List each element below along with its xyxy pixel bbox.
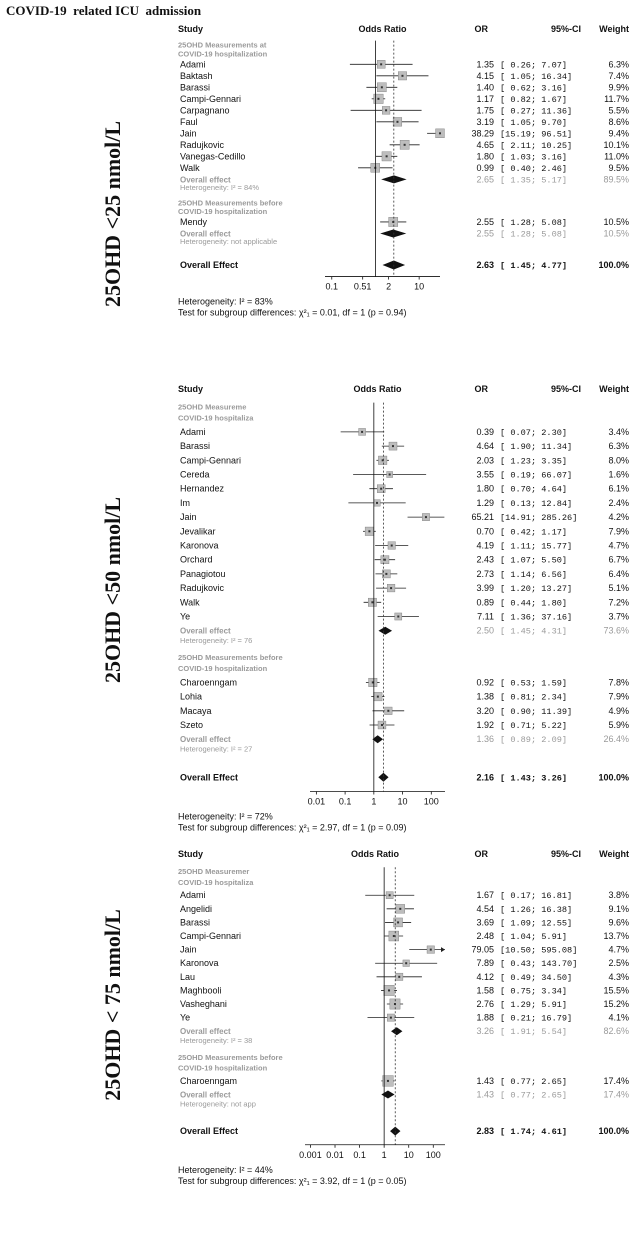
ci-value: [ 1.09; 12.55] — [500, 918, 573, 929]
or-value: 4.12 — [476, 971, 494, 982]
or-value: 3.55 — [476, 469, 494, 480]
overall-ci: [ 1.28; 5.08] — [500, 229, 568, 240]
study-name: Cereda — [180, 469, 210, 480]
study-name: Adami — [180, 890, 206, 901]
total-effect-label: Overall Effect — [180, 260, 239, 271]
header-study: Study — [178, 849, 204, 859]
subgroup-title: COVID-19 hospitaliza — [178, 413, 254, 423]
or-value: 65.21 — [471, 512, 494, 523]
x-tick-label: 0.01 — [326, 1149, 344, 1160]
ci-value: [ 1.04; 5.91] — [500, 932, 568, 943]
x-tick-label: 10 — [397, 796, 408, 807]
effect-point — [397, 921, 399, 923]
weight-value: 7.8% — [608, 677, 629, 688]
effect-point — [376, 502, 378, 504]
header-odds-ratio: Odds Ratio — [350, 849, 400, 859]
subgroup-title: 25OHD Measurements at — [178, 40, 267, 50]
ci-value: [ 0.21; 16.79] — [500, 1013, 573, 1024]
subgroup-title: COVID-19 hospitalization — [178, 49, 268, 59]
effect-point — [388, 989, 390, 991]
header-ci: 95%-CI — [550, 24, 582, 34]
ci-value: [ 0.40; 2.46] — [500, 163, 568, 174]
study-name: Mendy — [180, 216, 208, 227]
weight-value: 6.3% — [608, 59, 629, 70]
study-name: Lau — [180, 971, 196, 982]
threshold-label: 25OHD <50 nmol/L — [100, 496, 125, 684]
or-value: 1.58 — [476, 985, 494, 996]
study-name: Charoenngam — [180, 677, 238, 688]
weight-value: 9.4% — [608, 128, 629, 139]
x-tick-label: 1 — [381, 1149, 387, 1160]
x-tick-label: 0.1 — [338, 796, 352, 807]
study-name: Faul — [180, 116, 198, 127]
study-name: Campi-Gennari — [180, 455, 242, 466]
or-value: 7.11 — [477, 611, 494, 622]
study-name: Im — [180, 497, 190, 508]
overall-diamond — [391, 1027, 402, 1035]
or-value: 0.89 — [476, 597, 494, 608]
or-value: 1.29 — [476, 497, 494, 508]
total-or: 2.16 — [476, 772, 494, 783]
header-weight: Weight — [599, 24, 629, 34]
weight-value: 8.6% — [608, 116, 629, 127]
effect-point — [396, 121, 398, 123]
ci-value: [ 0.17; 16.81] — [500, 891, 573, 902]
weight-value: 9.9% — [608, 82, 629, 93]
ci-value: [14.91; 285.26] — [500, 513, 578, 524]
overall-weight: 89.5% — [603, 174, 629, 185]
study-name: Jain — [180, 512, 197, 523]
or-value: 2.73 — [476, 568, 494, 579]
ci-value: [ 0.70; 4.64] — [500, 484, 568, 495]
overall-ci: [ 1.91; 5.54] — [500, 1027, 568, 1038]
study-name: Carpagnano — [180, 105, 230, 116]
subgroup-title: COVID-19 hospitalization — [178, 1063, 268, 1073]
weight-value: 7.2% — [608, 597, 629, 608]
ci-value: [ 0.19; 66.07] — [500, 470, 573, 481]
effect-point — [380, 488, 382, 490]
or-value: 1.92 — [476, 720, 494, 731]
subgroup-heterogeneity: Heterogeneity: I² = 84% — [180, 183, 260, 193]
effect-point — [425, 516, 427, 518]
overall-weight: 26.4% — [603, 734, 629, 745]
or-value: 1.40 — [476, 82, 494, 93]
ci-value: [ 1.14; 6.56] — [500, 569, 568, 580]
study-name: Ye — [180, 1012, 191, 1023]
heterogeneity-total: Heterogeneity: I² = 83% — [178, 296, 273, 307]
effect-point — [377, 98, 379, 100]
total-effect-label: Overall Effect — [180, 1126, 239, 1137]
weight-value: 7.9% — [608, 526, 629, 537]
weight-value: 4.7% — [608, 540, 629, 551]
subgroup-heterogeneity: Heterogeneity: I² = 27 — [180, 744, 253, 754]
or-value: 2.48 — [476, 931, 494, 942]
ci-value: [ 0.44; 1.80] — [500, 598, 568, 609]
overall-ci: [ 1.35; 5.17] — [500, 175, 568, 186]
or-value: 2.76 — [476, 999, 494, 1010]
subgroup-title: COVID-19 hospitalization — [178, 207, 268, 217]
effect-point — [398, 976, 400, 978]
effect-point — [381, 86, 383, 88]
overall-effect-label: Overall effect — [180, 229, 231, 239]
or-value: 1.35 — [476, 59, 494, 70]
heterogeneity-total: Heterogeneity: I² = 44% — [178, 1164, 273, 1175]
ci-value: [ 0.90; 11.39] — [500, 706, 573, 717]
or-value: 4.64 — [476, 441, 494, 452]
study-name: Radujkovic — [180, 139, 225, 150]
weight-value: 6.1% — [608, 483, 629, 494]
effect-point — [386, 155, 388, 157]
overall-weight: 17.4% — [603, 1089, 629, 1100]
weight-value: 4.7% — [608, 944, 629, 955]
subgroup-test: Test for subgroup differences: χ²₁ = 3.92, df = 1 (p = 0.05) — [178, 1175, 407, 1186]
overall-diamond — [378, 627, 392, 635]
effect-point — [405, 962, 407, 964]
overall-weight: 82.6% — [603, 1026, 629, 1037]
header-study: Study — [178, 24, 204, 34]
or-value: 1.88 — [476, 1012, 494, 1023]
study-name: Hernandez — [180, 483, 225, 494]
study-name: Walk — [180, 162, 200, 173]
weight-value: 7.4% — [608, 70, 629, 81]
x-tick-label: 2 — [386, 281, 392, 292]
study-name: Baktash — [180, 70, 213, 81]
study-name: Barassi — [180, 917, 211, 928]
study-name: Radujkovic — [180, 583, 225, 594]
effect-point — [381, 724, 383, 726]
overall-effect-label: Overall effect — [180, 1090, 231, 1100]
ci-value: [ 1.05; 9.70] — [500, 117, 568, 128]
subgroup-title: 25OHD Measuremer — [178, 867, 250, 877]
ci-value: [ 1.11; 15.77] — [500, 541, 573, 552]
study-name: Orchard — [180, 554, 213, 565]
header-study: Study — [178, 384, 204, 394]
ci-value: [ 0.62; 3.16] — [500, 83, 568, 94]
subgroup-title: 25OHD Measureme — [178, 402, 247, 412]
x-tick-label: 0.1 — [325, 281, 339, 292]
effect-point — [389, 474, 391, 476]
ci-value: [ 0.42; 1.17] — [500, 527, 568, 538]
header-ci: 95%-CI — [550, 849, 582, 859]
study-name: Jain — [180, 944, 197, 955]
weight-value: 5.9% — [608, 720, 629, 731]
x-tick-label: 1 — [371, 796, 377, 807]
ci-value: [ 1.90; 11.34] — [500, 442, 573, 453]
effect-point — [391, 545, 393, 547]
header-or: OR — [474, 24, 488, 34]
or-value: 0.39 — [476, 426, 494, 437]
weight-value: 5.1% — [608, 583, 629, 594]
effect-point — [377, 696, 379, 698]
or-value: 1.43 — [476, 1075, 494, 1086]
effect-point — [393, 935, 395, 937]
subgroup-title: 25OHD Measurements before — [178, 653, 283, 663]
effect-point — [401, 75, 403, 77]
weight-value: 9.5% — [608, 162, 629, 173]
or-value: 1.75 — [476, 105, 494, 116]
study-name: Barassi — [180, 441, 211, 452]
ci-arrow — [441, 947, 445, 952]
effect-point — [384, 559, 386, 561]
or-value: 2.03 — [476, 455, 494, 466]
weight-value: 2.5% — [608, 958, 629, 969]
heterogeneity-total: Heterogeneity: I² = 72% — [178, 811, 273, 822]
header-odds-ratio: Odds Ratio — [358, 24, 407, 34]
weight-value: 3.4% — [608, 426, 629, 437]
study-name: Lohia — [180, 691, 203, 702]
overall-ci: [ 0.89; 2.09] — [500, 735, 568, 746]
ci-value: [ 1.03; 3.16] — [500, 152, 568, 163]
weight-value: 2.4% — [608, 497, 629, 508]
ci-value: [ 0.07; 2.30] — [500, 427, 568, 438]
overall-ci: [ 1.45; 4.31] — [500, 626, 568, 637]
or-value: 1.38 — [476, 691, 494, 702]
ci-value: [ 0.43; 143.70] — [500, 959, 578, 970]
ci-value: [ 0.71; 5.22] — [500, 721, 568, 732]
overall-effect-label: Overall effect — [180, 175, 231, 185]
study-name: Walk — [180, 597, 200, 608]
study-name: Angelidi — [180, 903, 213, 914]
study-name: Maghbooli — [180, 985, 222, 996]
x-tick-label: 0.51 — [353, 281, 372, 292]
total-weight: 100.0% — [598, 260, 629, 271]
ci-value: [ 0.27; 11.36] — [500, 106, 573, 117]
or-value: 4.15 — [476, 70, 494, 81]
total-weight: 100.0% — [598, 1126, 629, 1137]
effect-point — [385, 573, 387, 575]
total-effect-label: Overall Effect — [180, 772, 239, 783]
weight-value: 8.0% — [608, 455, 629, 466]
weight-value: 3.7% — [608, 611, 629, 622]
subgroup-title: 25OHD Measurements before — [178, 198, 283, 208]
overall-or: 1.36 — [476, 734, 494, 745]
total-ci: [ 1.43; 3.26] — [500, 773, 568, 784]
overall-or: 2.55 — [476, 228, 494, 239]
subgroup-test: Test for subgroup differences: χ²₁ = 2.97, df = 1 (p = 0.09) — [178, 822, 407, 833]
threshold-label: 25OHD < 75 nmol/L — [100, 909, 125, 1101]
subgroup-heterogeneity: Heterogeneity: I² = 76 — [180, 635, 253, 645]
weight-value: 15.2% — [603, 999, 629, 1010]
study-name: Adami — [180, 426, 206, 437]
x-tick-label: 10 — [403, 1149, 414, 1160]
x-tick-label: 100 — [423, 796, 439, 807]
or-value: 3.20 — [476, 705, 494, 716]
subgroup-heterogeneity: Heterogeneity: not applicable — [180, 237, 278, 247]
or-value: 3.19 — [476, 116, 494, 127]
subgroup-heterogeneity: Heterogeneity: I² = 38 — [180, 1036, 253, 1046]
or-value: 7.89 — [476, 958, 494, 969]
header-weight: Weight — [599, 849, 629, 859]
overall-or: 3.26 — [476, 1026, 494, 1037]
ci-value: [ 0.53; 1.59] — [500, 678, 568, 689]
weight-value: 4.1% — [608, 1012, 629, 1023]
x-tick-label: 0.01 — [307, 796, 326, 807]
ci-value: [ 1.05; 16.34] — [500, 71, 573, 82]
effect-point — [389, 894, 391, 896]
subgroup-title: 25OHD Measurements before — [178, 1052, 283, 1062]
study-name: Barassi — [180, 82, 211, 93]
or-value: 0.70 — [476, 526, 494, 537]
overall-effect-label: Overall effect — [180, 735, 231, 745]
ci-value: [ 1.29; 5.91] — [500, 1000, 568, 1011]
study-name: Campi-Gennari — [180, 931, 242, 942]
ci-value: [ 0.26; 7.07] — [500, 60, 568, 71]
weight-value: 11.7% — [604, 93, 629, 104]
study-name: Campi-Gennari — [180, 93, 242, 104]
weight-value: 6.3% — [608, 441, 629, 452]
overall-ci: [ 0.77; 2.65] — [500, 1090, 568, 1101]
weight-value: 6.7% — [608, 554, 629, 565]
header-weight: Weight — [599, 384, 629, 394]
ci-value: [ 0.77; 2.65] — [500, 1076, 568, 1087]
or-value: 2.43 — [476, 554, 494, 565]
study-name: Karonova — [180, 540, 219, 551]
or-value: 3.69 — [476, 917, 494, 928]
study-name: Macaya — [180, 705, 212, 716]
or-value: 1.80 — [476, 483, 494, 494]
total-weight: 100.0% — [598, 772, 629, 783]
subgroup-test: Test for subgroup differences: χ²₁ = 0.01, df = 1 (p = 0.94) — [178, 307, 407, 318]
x-tick-label: 100 — [425, 1149, 441, 1160]
overall-or: 2.50 — [476, 625, 494, 636]
ci-value: [ 2.11; 10.25] — [500, 140, 573, 151]
ci-value: [10.50; 595.08] — [500, 945, 578, 956]
study-name: Szeto — [180, 720, 204, 731]
effect-point — [387, 710, 389, 712]
ci-value: [ 1.23; 3.35] — [500, 456, 568, 467]
ci-value: [ 0.82; 1.67] — [500, 94, 568, 105]
header-or: OR — [474, 384, 488, 394]
weight-value: 4.9% — [608, 705, 629, 716]
ci-value: [ 0.81; 2.34] — [500, 692, 568, 703]
effect-point — [385, 109, 387, 111]
weight-value: 13.7% — [603, 931, 629, 942]
or-value: 1.17 — [476, 93, 494, 104]
effect-point — [390, 587, 392, 589]
ci-value: [ 1.28; 5.08] — [500, 217, 568, 228]
overall-effect-label: Overall effect — [180, 626, 231, 636]
overall-or: 2.65 — [476, 174, 494, 185]
or-value: 0.92 — [476, 677, 494, 688]
study-name: Jain — [180, 128, 197, 139]
overall-weight: 73.6% — [603, 625, 629, 636]
x-tick-label: 0.001 — [299, 1149, 322, 1160]
overall-effect-label: Overall effect — [180, 1027, 231, 1037]
x-tick-label: 10 — [414, 281, 425, 292]
ci-value: [ 1.20; 13.27] — [500, 584, 573, 595]
effect-point — [387, 1080, 389, 1082]
weight-value: 17.4% — [603, 1075, 629, 1086]
or-value: 4.65 — [476, 139, 494, 150]
study-name: Karonova — [180, 958, 219, 969]
effect-point — [430, 949, 432, 951]
total-ci: [ 1.74; 4.61] — [500, 1127, 568, 1138]
subgroup-title: COVID-19 hospitaliza — [178, 877, 254, 887]
weight-value: 4.2% — [608, 512, 629, 523]
ci-value: [ 0.49; 34.50] — [500, 972, 573, 983]
ci-value: [ 1.26; 16.38] — [500, 904, 573, 915]
ci-value: [ 0.13; 12.84] — [500, 498, 573, 509]
weight-value: 5.5% — [608, 105, 629, 116]
or-value: 2.55 — [476, 216, 494, 227]
effect-point — [361, 431, 363, 433]
or-value: 38.29 — [471, 128, 494, 139]
or-value: 3.99 — [476, 583, 494, 594]
effect-point — [390, 1017, 392, 1019]
effect-point — [392, 445, 394, 447]
study-name: Vanegas-Cedillo — [180, 151, 246, 162]
overall-or: 1.43 — [476, 1089, 494, 1100]
effect-point — [368, 530, 370, 532]
weight-value: 9.6% — [608, 917, 629, 928]
or-value: 79.05 — [471, 944, 494, 955]
header-ci: 95%-CI — [550, 384, 582, 394]
header-odds-ratio: Odds Ratio — [353, 384, 402, 394]
effect-point — [380, 63, 382, 65]
or-value: 1.80 — [476, 151, 494, 162]
ci-value: [ 0.75; 3.34] — [500, 986, 568, 997]
effect-point — [439, 132, 441, 134]
effect-point — [399, 908, 401, 910]
effect-point — [397, 616, 399, 618]
overall-diamond — [380, 229, 406, 237]
subgroup-heterogeneity: Heterogeneity: not app — [180, 1099, 256, 1109]
weight-value: 11.0% — [604, 151, 629, 162]
effect-point — [404, 144, 406, 146]
or-value: 1.67 — [476, 890, 494, 901]
figure-title: COVID-19 related ICU admission — [6, 3, 202, 18]
study-name: Adami — [180, 59, 206, 70]
total-or: 2.83 — [476, 1126, 494, 1137]
study-name: Charoenngam — [180, 1075, 238, 1086]
study-name: Panagiotou — [180, 568, 226, 579]
weight-value: 1.6% — [608, 469, 629, 480]
weight-value: 10.1% — [603, 139, 629, 150]
total-ci: [ 1.45; 4.77] — [500, 261, 568, 272]
overall-diamond — [381, 1091, 394, 1099]
threshold-label: 25OHD <25 nmol/L — [100, 120, 125, 308]
study-name: Jevalikar — [180, 526, 216, 537]
or-value: 4.54 — [476, 903, 494, 914]
weight-value: 15.5% — [603, 985, 629, 996]
overall-weight: 10.5% — [603, 228, 629, 239]
subgroup-title: COVID-19 hospitalization — [178, 664, 268, 674]
total-or: 2.63 — [476, 260, 494, 271]
study-name: Ye — [180, 611, 191, 622]
weight-value: 9.1% — [608, 903, 629, 914]
effect-point — [371, 601, 373, 603]
weight-value: 3.8% — [608, 890, 629, 901]
weight-value: 7.9% — [608, 691, 629, 702]
or-value: 4.19 — [476, 540, 494, 551]
study-name: Vasheghani — [180, 999, 227, 1010]
or-value: 0.99 — [476, 162, 494, 173]
ci-value: [ 1.07; 5.50] — [500, 555, 568, 566]
ci-value: [15.19; 96.51] — [500, 129, 573, 140]
ci-value: [ 1.36; 37.16] — [500, 612, 573, 623]
header-or: OR — [474, 849, 488, 859]
weight-value: 4.3% — [608, 971, 629, 982]
weight-value: 6.4% — [608, 568, 629, 579]
x-tick-label: 0.1 — [353, 1149, 366, 1160]
weight-value: 10.5% — [603, 216, 629, 227]
